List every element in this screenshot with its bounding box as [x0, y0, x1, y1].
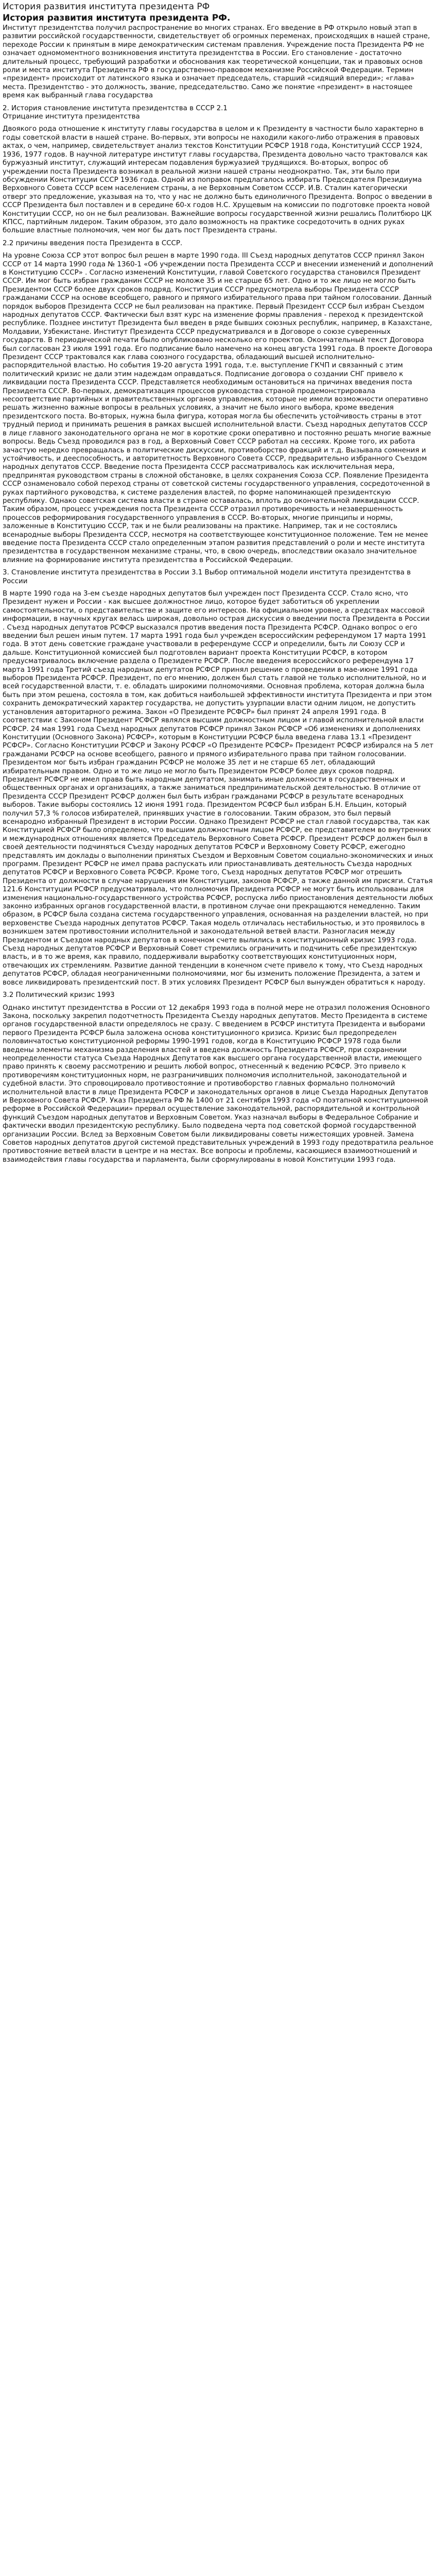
section-3-heading: 3. Становление института президентства в России 3.1 Выбор оптимальной модели института президентства в России: [3, 569, 411, 585]
section-2-2-paragraph: На уровне Союза ССР этот вопрос был решен в марте 1990 года. III Съезд народных депутатов СССР принял Закон СССР от 14 марта 1990 года № 1360-1 «Об учреждении поста Президента СССР и внесении изменений и дополнений в Конституцию СССР» . Согласно изменений Конституции, главой Советского государства становился Президент СССР. Им мог быть избран гражданин СССР не моложе 35 и не старше 65 лет. Одно и то же лицо не могло быть Президентом СССР более двух сроков подряд. Конституция СССР предусмотрела выборы Президента СССР гражданами СССР на основе всеобщего, равного и прямого избирательного права при тайном голосовании. Данный порядок выборов Президента СССР не был реализован на практике. Первый Президент СССР был избран Съездом народных депутатов СССР. Фактически был взят курс на изменение формы правления - переход к президентской республике. Позднее институт Президента был введен в ряде бывших союзных республик, например, в Казахстане, Молдавии, Узбекистане. Институт Президента СССР предусматривался и в Договоре о союзе суверенных государств. В периодической печати было опубликовано несколько его проектов. Окончательный текст Договора был согласован 23 июля 1991 года. Его подписание было намечено на конец августа 1991 года. В проекте Договора Президент СССР трактовался как глава союзного государства, обладающий высшей исполнительно-распорядительной властью. Но события 19-20 августа 1991 года, т.е. выступление ГКЧП и связанный с этим политический кризис не дали этим надеждам оправдаться. Подписание договора о создании СНГ привело к ликвидации поста Президента СССР. Представляется необходимым остановиться на причинах введения поста Президента СССР. Во-первых, демократизация процессов руководства страной продемонстрировала несоответствие партийных и правительственных органов управления, которые не имели возможности оперативно решать жизненно важные вопросы в реальных условиях, а значит не было иного выбора, кроме введения президентского поста. Во-вторых, нужна была фигура, которая могла бы обеспечить устойчивость страны в этот трудный период и принимать решения в рамках высшей исполнительной власти. Съезд народных депутатов СССР в лице главного законодательного органа не мог в короткие сроки оперативно и постоянно решать многие важные вопросы. Ведь Съезд проводился раз в год, а Верховный Совет СССР работал на сессиях. Кроме того, их работа зачастую нередко превращалась в политические дискуссии, противоборство фракций и т.д. Вызывала сомнения и устойчивость, и дееспособность, и авторитетность Верховного Совета СССР, предварительно избранного Съездом народных депутатов СССР. Введение поста Президента СССР рассматривалось как исключительная мера, предпринятая руководством страны в сложной обстановке, в целях сохранения Союза ССР. Появление Президента СССР ознаменовало собой переход страны от советской системы государственного управления, сосредоточенной в руках партийного руководства, к системе разделения властей, по форме напоминающей президентскую республику. Однако советская система власти в стране оставалась, вплоть до окончательной ликвидации СССР. Таким образом, процесс учреждения поста Президента СССР отразил противоречивость и незавершенность процессов реформирования государственного управления в СССР. Во-вторых, многие принципы и нормы, заложенные в Конституцию СССР, так и не были реализованы на практике. Например, так и не состоялись всенародные выборы Президента СССР, несмотря на соответствующее конституционное положение. Тем не менее введение поста Президента СССР стало определенным этапом развития представлений о роли и месте института президентства в государственном механизме страны, что, в свою очередь, впоследствии оказало значительное влияние на формирование института президентства в Российской Федерации.: [3, 252, 433, 564]
page-title: История развития института президента РФ: [3, 2, 210, 12]
section-3-2-paragraph: Однако институт президентства в России от 12 декабря 1993 года в полной мере не отразил положения Основного Закона, поскольку закрепил подотчетность Президента Съезду народных депутатов. Место Президента в системе органов государственной власти определялось не сразу. С введением в РСФСР института Президента и выборами первого Президента РСФСР была заложена основа конституционного кризиса. Кризис был предопределен половинчатостью конституционной реформы 1990-1991 годов, когда в Конституцию РСФСР 1978 года были введены элементы механизма разделения властей и введена должность Президента РСФСР, при сохранении неопределенности статуса Съезда Народных Депутатов как высшего органа государственной власти, имеющего право принять к своему рассмотрению и решить любой вопрос, отнесенный к ведению РСФСР. Это привело к противоречиям конституционных норм, не разграничивших полномочия исполнительной, законодательной и судебной власти. Это спровоцировало противостояние и противоборство главных формально полномочий исполнительной власти в лице Президента РСФСР и законодательных органов в лице Съезда Народных Депутатов и Верховного Совета РСФСР. Указ Президента РФ № 1400 от 21 сентября 1993 года «О поэтапной конституционной реформе в Российской Федерации» прервал осуществление законодательной, распорядительной и контрольной функций Съездом народных депутатов и Верховным Советом. Указ назначал выборы в Федеральное Собрание и фактически вводил президентскую республику. Было подведена черта под советской формой государственной организации России. Вслед за Верховным Советом были ликвидированы советы нижестоящих уровней. Замена Советов народных депутатов другой системой представительных учреждений в 1993 году предотвратила реальное противостояние ветвей власти в центре и на местах. Все вопросы и проблемы, касающиеся взаимоотношений и взаимодействия главы государства и парламента, были сформулированы в новой Конституции 1993 года.: [3, 1004, 434, 1164]
section-2-paragraph: Двоякого рода отношение к институту главы государства в целом и к Президенту в частности было характерно в годы советской власти в нашей стране. Во-первых, эти вопросы не находили какого-либо отражения в правовых актах, о чем, например, свидетельствует анализ текстов Конституции РСФСР 1918 года, Конституций СССР 1924, 1936, 1977 годов. В научной литературе институт главы государства, Президента довольно часто трактовался как буржуазный институт, служащий интересам подавления буржуазией трудящихся. Во-вторых, вопрос об учреждении поста Президента возникал в реальной жизни нашей страны неоднократно. Так, эти было при обсуждении Конституции СССР 1936 года. Одной из поправок предлагалось избирать Председателя Президиума Верховного Совета СССР всем населением страны, а не Верховным Советом СССР. И.В. Сталин категорически отверг это предложение, указывая на то, что у нас не должно быть единоличного Президента. Вопрос о введении в СССР Президента был поставлен и в середине 60-х годов Н.С. Хрущевым на комиссии по подготовке проекта новой Конституции СССР, но он не был реализован. Важнейшие вопросы государственной жизни решались Политбюро ЦК КПСС, партийным лидером. Таким образом, это дало возможность на практике сосредоточить в одних руках большие властные полномочия, чем мог бы дать пост Президента страны.: [3, 125, 432, 235]
section-3-paragraph: В марте 1990 года на 3-ем съезде народных депутатов был учрежден пост Президента СССР. Стало ясно, что Президент нужен и России - как высшее должностное лицо, которое будет заботиться об укреплении самостоятельности, о представительстве и защите его интересов. На официальном уровне, а средствах массовой информации, в научных кругах велась широкая, довольно острая дискуссия о введении поста Президента в России . Съезд народных депутатов РСФСР высказался против введения поста Президента РСФСР. Однако вопрос о его введении был решен иным путем. 17 марта 1991 года был учрежден всероссийским референдумом 17 марта 1991 года. В этот день советские граждане участвовали в референдуме СССР и определили, быть ли Союзу ССР и дальше. Конституционной комиссией был подготовлен вариант проекта Конституции РСФСР, в котором предусматривалось включение раздела о Президенте РСФСР. После введения всероссийского референдума 17 марта 1991 года Третий съезд народных депутатов РСФСР принял решение о проведении в мае-июне 1991 года выборов Президента РСФСР. Президент, по его мнению, должен был стать главой не только исполнительной, но и всей государственной власти, т. е. обладать широкими полномочиями. Основная проблема, которая должна была быть при этом решена, состояла в том, как добиться наибольшей эффективности института Президента и при этом сохранить демократический характер государства, не допустить узурпации власти одним лицом, не допустить установления авторитарного режима. Закон «О Президенте РСФСР» был принят 24 апреля 1991 года. В соответствии с Законом Президент РСФСР являлся высшим должностным лицом и главой исполнительной власти РСФСР. 24 мая 1991 года Съезд народных депутатов РСФСР принял Закон РСФСР «Об изменениях и дополнениях Конституции (Основного Закона) РСФСР», которым в Конституции РСФСР была введена глава 13.1 «Президент РСФСР». Согласно Конституции РСФСР и Закону РСФСР «О Президенте РСФСР» Президент РСФСР избирался на 5 лет гражданами РСФСР на основе всеобщего, равного и прямого избирательного права при тайном голосовании. Президентом мог быть избран гражданин РСФСР не моложе 35 лет и не старше 65 лет, обладающий избирательным правом. Одно и то же лицо не могло быть Президентом РСФСР более двух сроков подряд. Президент РСФСР не имел права быть народным депутатом, занимать иные должности в государственных и общественных органах и организациях, а также заниматься предпринимательской деятельностью. В отличие от Президента СССР Президент РСФСР должен был быть избран гражданами РСФСР в результате всенародных выборов. Такие выборы состоялись 12 июня 1991 года. Президентом РСФСР был избран Б.Н. Ельцин, который получил 57,3 % голосов избирателей, принявших участие в голосовании. Таким образом, это был первый всенародно избранный Президент в истории России. Однако Президент РСФСР не стал главой государства, так как Конституцией РСФСР было определено, что высшим должностным лицом РСФСР, ее представителем во внутренних и международных отношениях является Председатель Верховного Совета РСФСР. Президент РСФСР должен был в своей деятельности подчиняться Съезду народных депутатов РСФСР и Верховному Совету РСФСР, ежегодно представлять им доклады о выполнении принятых Съездом и Верховным Советом социально-экономических и иных программ. Президент РСФСР не имел права распускать или приостанавливать деятельность Съезда народных депутатов РСФСР и Верховного Совета РСФСР. Кроме того, Съезд народных депутатов РСФСР мог отрешить Президента от должности в случае нарушения им Конституции, законов РСФСР, а также данной им присяги. Статья 121.6 Конституции РСФСР предусматривала, что полномочия Президента РСФСР не могут быть использованы для изменения национально-государственного устройства РСФСР, роспуска либо приостановления деятельности любых законно избранных органов государственной власти, в противном случае они прекращаются немедленно. Таким образом, в РСФСР была создана система государственного управления, основанная на разделении властей, но при верховенстве Съезда народных депутатов РСФСР. Такая модель отличалась нестабильностью, и это проявилось в возникшем затем противостоянии исполнительной и законодательной ветвей власти. Разногласия между Президентом и Съездом народных депутатов в конечном счете вылились в конституционный кризис 1993 года. Съезд народных депутатов РСФСР и Верховный Совет стремились ограничить и подчинить себе президентскую власть, и в то же время, как правило, поддерживали выработку соответствующих конституционных норм, отвечающих их стремлениям. Развитие данной тенденции в конечном счете привело к тому, что Съезд народных депутатов РСФСР, обладая неограниченными полномочиями, мог бы изменить положение Президента, а затем и вовсе ликвидировать президентский пост. В этих условиях Президент РСФСР был вынужден обратиться к народу.: [3, 590, 433, 987]
section-2-2-heading: 2.2 причины введения поста Президента в СССР.: [3, 239, 183, 247]
intro-paragraph: Институт президентства получил распространение во многих странах. Его введение в РФ открыло новый этап в развитии российской государственности, свидетельствует об огромных переменах, происходящих в нашей стране, переходе России к принятым в мире демократическим системам правления. Учреждение поста Президента РФ не означает одномоментного возникновения института президентства в России. Его становление - достаточно длительный процесс, требующий разработки и обоснования как теоретической концепции, так и правовых основ роли и места института Президента РФ в государственно-правовом механизме Российской Федерации. Термин «президент» происходит от латинского языка и означает председатель, старший «сидящий впереди»; «глава» места. Президентство - это должность, звание, председательство. Само же понятие «президент» в настоящее время как выбранный глава государства: [3, 24, 430, 100]
section-3-2-heading: 3.2 Политический кризис 1993: [3, 991, 115, 999]
section-2-heading: 2. История становление института президентства в СССР 2.1 Отрицание института президентства: [3, 104, 228, 121]
document-page: [0, 2, 436, 1164]
main-title: История развития института президента РФ.: [3, 13, 231, 23]
